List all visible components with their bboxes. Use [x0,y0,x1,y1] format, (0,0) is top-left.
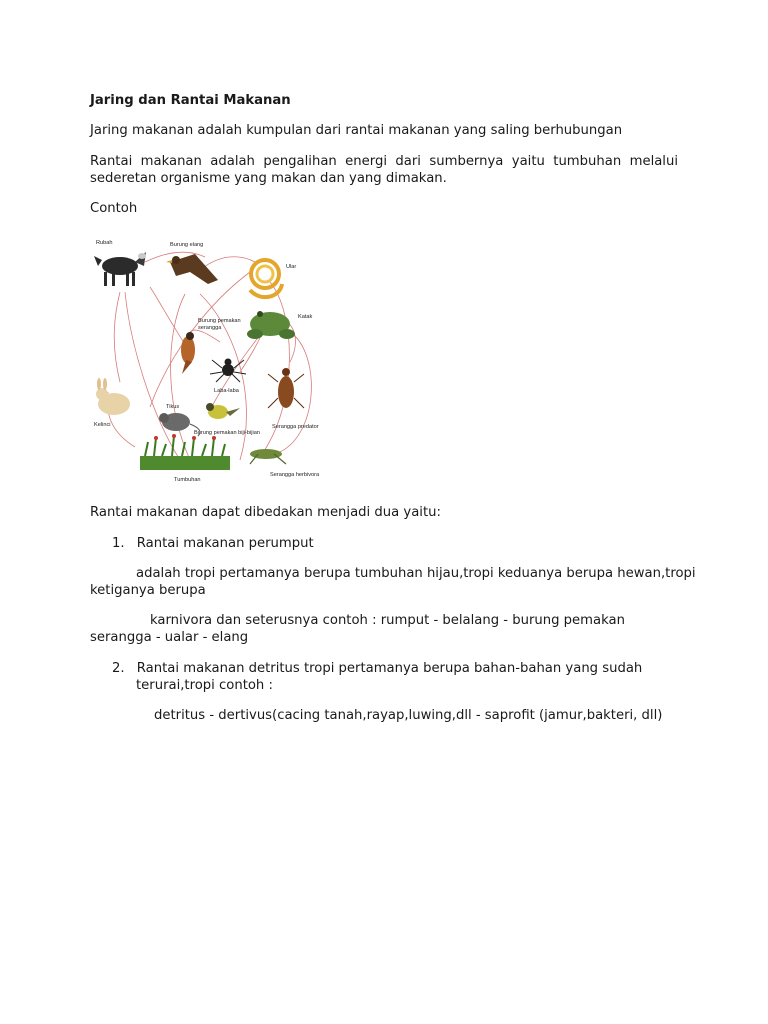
list-item-1-example: serangga - ualar - elang [90,630,249,645]
paragraph-line: sederetan organisme yang makan dan yang dimakan. [90,171,447,186]
label-katak: Katak [298,314,313,320]
label-burung-pemakan-serangga-1: Burung pemakan [198,318,241,324]
paragraph-types-intro: Rantai makanan dapat dibedakan menjadi dua yaitu: [90,505,441,520]
label-ular: Ular [286,264,297,270]
spider-figure [210,359,246,383]
eagle-figure [166,254,218,284]
frog-figure [247,311,295,339]
seed-bird-figure [206,403,240,419]
list-item-title: Rantai makanan perumput [136,536,314,551]
list-number: 1. [112,536,125,551]
snake-figure [250,260,282,297]
label-rubah: Rubah [96,240,113,246]
example-label: Contoh [90,201,138,216]
label-serangga-herbivora: Serangga herbivora [270,472,320,478]
list-item-2-example: detritus - dertivus(cacing tanah,rayap,luwing,dll - saprofit (jamur,bakteri, dll) [154,708,663,723]
predator-insect-figure [268,368,304,408]
paragraph-line: Rantai makanan adalah pengalihan energi dari sumbernya yaitu tumbuhan melalui [90,154,678,169]
list-item-1-heading [112,535,672,552]
label-serangga-predator: Serangga predator [272,424,319,430]
list-item-1-line: ketiganya berupa [90,583,206,598]
paragraph-definition-food-web: Jaring makanan adalah kumpulan dari rantai makanan yang saling berhubungan [90,123,623,138]
food-web-svg [90,232,330,484]
food-web-illustration [90,232,330,484]
label-burung-pemakan-serangga-2: serangga [198,325,222,331]
label-tumbuhan: Tumbuhan [174,477,201,483]
list-item-1-example: karnivora dan seterusnya contoh : rumput - belalang - burung pemakan [150,613,625,628]
label-burung-pemakan-biji: Burung pemakan biji-bijian [194,430,260,436]
insectivore-bird-figure [181,332,195,374]
list-item-text: Rantai makanan detritus tropi pertamanya berupa bahan-bahan yang sudah [136,661,643,676]
label-kelinci: Kelinci [94,422,111,428]
paragraph-definition-food-chain [90,153,678,187]
list-item-2-line: terurai,tropi contoh : [136,678,273,693]
list-item-2-heading [112,660,672,677]
label-tikus: Tikus [166,404,180,410]
list-number: 2. [112,661,125,676]
list-item-1-line: adalah tropi pertamanya berupa tumbuhan hijau,tropi keduanya berupa hewan,tropi [136,566,696,581]
document-title: Jaring dan Rantai Makanan [90,93,291,108]
label-laba-laba: Laba-laba [214,388,239,394]
plants-figure [140,434,230,470]
rabbit-figure [96,378,130,415]
fox-figure [94,252,146,286]
label-burung-elang: Burung elang [170,242,204,248]
